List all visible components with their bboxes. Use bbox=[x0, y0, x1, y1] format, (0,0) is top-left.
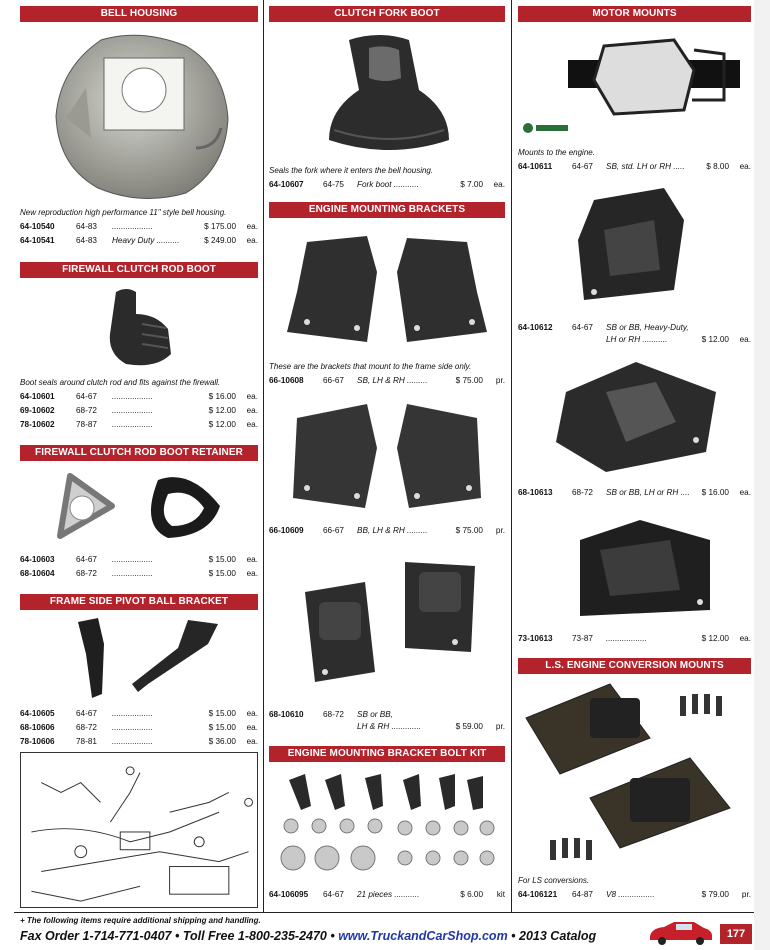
price: $ 15.00 bbox=[208, 709, 236, 718]
unit: ea. bbox=[246, 392, 258, 401]
unit: ea. bbox=[739, 162, 751, 171]
unit: pr. bbox=[741, 890, 751, 899]
item-detail: SB, std. LH or RH ..... bbox=[606, 162, 685, 171]
item-detail: SB, LH & RH ......... bbox=[357, 376, 428, 385]
bell-housing-image bbox=[46, 28, 236, 203]
price: $ 59.00 bbox=[455, 722, 483, 731]
website-link[interactable]: www.TruckandCarShop.com bbox=[338, 929, 508, 943]
section-title-boot-retainer: FIREWALL CLUTCH ROD BOOT RETAINER bbox=[20, 445, 258, 461]
unit: ea. bbox=[246, 222, 258, 231]
year-range: 73-87 bbox=[572, 634, 593, 643]
part-number: 64-10603 bbox=[20, 555, 55, 564]
bracket-pair-6872-image bbox=[295, 552, 485, 692]
clutch-fork-boot-image bbox=[319, 30, 459, 160]
item-detail: 21 pieces ........... bbox=[357, 890, 420, 899]
item-detail: .................. bbox=[606, 634, 647, 643]
item-detail: Heavy Duty .......... bbox=[112, 236, 180, 245]
item-detail: V8 ................ bbox=[606, 890, 655, 899]
section-title-bell-housing: BELL HOUSING bbox=[20, 6, 258, 22]
year-range: 64-67 bbox=[323, 890, 344, 899]
part-number: 66-10609 bbox=[269, 526, 304, 535]
table-row bbox=[20, 222, 258, 233]
section-title-clutch-fork-boot: CLUTCH FORK BOOT bbox=[269, 6, 505, 22]
year-range: 64-67 bbox=[572, 323, 593, 332]
footer-contact bbox=[20, 929, 596, 943]
price: $ 79.00 bbox=[701, 890, 729, 899]
year-range: 64-83 bbox=[76, 222, 97, 231]
unit: ea. bbox=[493, 180, 505, 189]
table-row bbox=[269, 180, 505, 191]
item-detail: .................. bbox=[112, 555, 153, 564]
part-number: 68-10613 bbox=[518, 488, 553, 497]
item-detail: Fork boot ........... bbox=[357, 180, 419, 189]
table-row bbox=[269, 710, 505, 721]
bolt-kit-image bbox=[271, 766, 503, 878]
section-title-mounting-brackets: ENGINE MOUNTING BRACKETS bbox=[269, 202, 505, 218]
motor-mount-7387-image bbox=[560, 510, 720, 624]
unit: ea. bbox=[246, 420, 258, 429]
table-row bbox=[20, 555, 258, 566]
price: $ 6.00 bbox=[460, 890, 483, 899]
price: $ 15.00 bbox=[208, 555, 236, 564]
car-icon bbox=[646, 918, 716, 946]
table-row bbox=[20, 406, 258, 417]
price: $ 36.00 bbox=[208, 737, 236, 746]
table-row bbox=[518, 890, 751, 901]
section-title-pivot-ball-bracket: FRAME SIDE PIVOT BALL BRACKET bbox=[20, 594, 258, 610]
year-range: 68-72 bbox=[572, 488, 593, 497]
unit: kit bbox=[496, 890, 505, 899]
year-range: 68-72 bbox=[76, 406, 97, 415]
unit: pr. bbox=[495, 526, 505, 535]
price: $ 12.00 bbox=[208, 406, 236, 415]
item-detail: .................. bbox=[112, 392, 153, 401]
part-number: 64-106121 bbox=[518, 890, 558, 899]
section-title-ls-conversion: L.S. ENGINE CONVERSION MOUNTS bbox=[518, 658, 751, 674]
item-detail: LH & RH ............. bbox=[357, 722, 422, 731]
price: $ 15.00 bbox=[208, 569, 236, 578]
part-number: 68-10606 bbox=[20, 723, 55, 732]
footer-separator: • bbox=[507, 929, 520, 943]
table-row bbox=[518, 335, 751, 346]
table-row bbox=[20, 236, 258, 247]
motor-mount-hd-image bbox=[564, 180, 704, 310]
item-detail: .................. bbox=[112, 737, 153, 746]
part-number: 69-10602 bbox=[20, 406, 55, 415]
unit: ea. bbox=[246, 236, 258, 245]
table-row bbox=[20, 569, 258, 580]
table-row bbox=[518, 488, 751, 499]
unit: ea. bbox=[739, 634, 751, 643]
section-title-motor-mounts: MOTOR MOUNTS bbox=[518, 6, 751, 22]
year-range: 66-67 bbox=[323, 526, 344, 535]
item-detail: .................. bbox=[112, 420, 153, 429]
part-number: 66-10608 bbox=[269, 376, 304, 385]
part-number: 78-10606 bbox=[20, 737, 55, 746]
price: $ 16.00 bbox=[208, 392, 236, 401]
table-row bbox=[518, 634, 751, 645]
column-right bbox=[516, 0, 753, 914]
price: $ 12.00 bbox=[208, 420, 236, 429]
table-row bbox=[20, 737, 258, 748]
clutch-rod-boot-desc: Boot seals around clutch rod and fits against the firewall. bbox=[20, 378, 221, 387]
motor-mounts-desc: Mounts to the engine. bbox=[518, 148, 595, 157]
price: $ 75.00 bbox=[455, 376, 483, 385]
clutch-rod-boot-image bbox=[96, 284, 186, 374]
bracket-pair-bb-image bbox=[277, 398, 497, 518]
item-detail: LH or RH ........... bbox=[606, 335, 668, 344]
unit: pr. bbox=[495, 722, 505, 731]
clutch-linkage-diagram bbox=[20, 752, 258, 908]
table-row bbox=[20, 709, 258, 720]
item-detail: .................. bbox=[112, 222, 153, 231]
table-row bbox=[269, 376, 505, 387]
footer-separator: • bbox=[171, 929, 183, 943]
unit: ea. bbox=[246, 406, 258, 415]
year-range: 78-87 bbox=[76, 420, 97, 429]
price: $ 8.00 bbox=[706, 162, 729, 171]
year-range: 68-72 bbox=[76, 723, 97, 732]
pivot-bracket-image bbox=[68, 614, 238, 704]
fax-order: Fax Order 1-714-771-0407 bbox=[20, 929, 172, 943]
part-number: 68-10604 bbox=[20, 569, 55, 578]
item-detail: .................. bbox=[112, 406, 153, 415]
year-range: 68-72 bbox=[323, 710, 344, 719]
bell-housing-desc: New reproduction high performance 11" style bell housing. bbox=[20, 208, 227, 217]
year-range: 64-75 bbox=[323, 180, 344, 189]
part-number: 64-10601 bbox=[20, 392, 55, 401]
page-edge bbox=[754, 0, 770, 950]
price: $ 12.00 bbox=[701, 335, 729, 344]
column-left bbox=[18, 0, 260, 914]
year-range: 64-87 bbox=[572, 890, 593, 899]
table-row bbox=[20, 723, 258, 734]
fork-boot-desc: Seals the fork where it enters the bell housing. bbox=[269, 166, 434, 175]
motor-mount-std-image bbox=[564, 30, 744, 120]
part-number: 68-10610 bbox=[269, 710, 304, 719]
table-row bbox=[518, 162, 751, 173]
year-range: 64-67 bbox=[572, 162, 593, 171]
unit: ea. bbox=[246, 709, 258, 718]
shipping-note: + The following items require additional shipping and handling. bbox=[20, 916, 261, 925]
column-divider-2 bbox=[511, 0, 512, 912]
table-row bbox=[518, 323, 751, 334]
item-detail: .................. bbox=[112, 569, 153, 578]
ls-conversion-mounts-image bbox=[520, 678, 752, 868]
unit: ea. bbox=[246, 737, 258, 746]
year-range: 78-81 bbox=[76, 737, 97, 746]
page-number: 177 bbox=[720, 924, 752, 944]
item-detail: SB or BB, Heavy-Duty, bbox=[606, 323, 689, 332]
unit: ea. bbox=[246, 723, 258, 732]
part-number: 64-10612 bbox=[518, 323, 553, 332]
part-number: 64-10611 bbox=[518, 162, 553, 171]
item-detail: SB or BB, bbox=[357, 710, 393, 719]
item-detail: .................. bbox=[112, 709, 153, 718]
year-range: 68-72 bbox=[76, 569, 97, 578]
table-row bbox=[269, 890, 505, 901]
section-title-bolt-kit: ENGINE MOUNTING BRACKET BOLT KIT bbox=[269, 746, 505, 762]
unit: ea. bbox=[739, 488, 751, 497]
catalog-label: 2013 Catalog bbox=[519, 929, 597, 943]
year-range: 64-83 bbox=[76, 236, 97, 245]
price: $ 15.00 bbox=[208, 723, 236, 732]
motor-mount-6872-image bbox=[546, 352, 726, 478]
toll-free: Toll Free 1-800-235-2470 bbox=[182, 929, 327, 943]
footer-separator: • bbox=[326, 929, 339, 943]
brackets-desc: These are the brackets that mount to the frame side only. bbox=[269, 362, 472, 371]
item-detail: BB, LH & RH ......... bbox=[357, 526, 428, 535]
part-number: 64-10541 bbox=[20, 236, 55, 245]
year-range: 64-67 bbox=[76, 709, 97, 718]
item-detail: SB or BB, LH or RH .... bbox=[606, 488, 690, 497]
column-divider-1 bbox=[263, 0, 264, 912]
column-middle bbox=[267, 0, 507, 914]
price: $ 249.00 bbox=[204, 236, 236, 245]
bracket-pair-sb-image bbox=[277, 232, 497, 352]
unit: ea. bbox=[246, 569, 258, 578]
part-number: 64-10540 bbox=[20, 222, 55, 231]
section-title-clutch-rod-boot: FIREWALL CLUTCH ROD BOOT bbox=[20, 262, 258, 278]
part-number: 64-106095 bbox=[269, 890, 309, 899]
unit: ea. bbox=[246, 555, 258, 564]
table-row bbox=[269, 722, 505, 733]
brand-logo bbox=[522, 122, 570, 134]
unit: pr. bbox=[495, 376, 505, 385]
part-number: 73-10613 bbox=[518, 634, 553, 643]
table-row bbox=[20, 392, 258, 403]
price: $ 75.00 bbox=[455, 526, 483, 535]
price: $ 16.00 bbox=[701, 488, 729, 497]
table-row bbox=[20, 420, 258, 431]
ls-conversion-desc: For LS conversions. bbox=[518, 876, 590, 885]
price: $ 175.00 bbox=[204, 222, 236, 231]
unit: ea. bbox=[739, 335, 751, 344]
part-number: 64-10605 bbox=[20, 709, 55, 718]
price: $ 12.00 bbox=[701, 634, 729, 643]
year-range: 66-67 bbox=[323, 376, 344, 385]
table-row bbox=[269, 526, 505, 537]
part-number: 64-10607 bbox=[269, 180, 304, 189]
item-detail: .................. bbox=[112, 723, 153, 732]
year-range: 64-67 bbox=[76, 392, 97, 401]
boot-retainer-image bbox=[40, 466, 240, 546]
price: $ 7.00 bbox=[460, 180, 483, 189]
year-range: 64-67 bbox=[76, 555, 97, 564]
part-number: 78-10602 bbox=[20, 420, 55, 429]
